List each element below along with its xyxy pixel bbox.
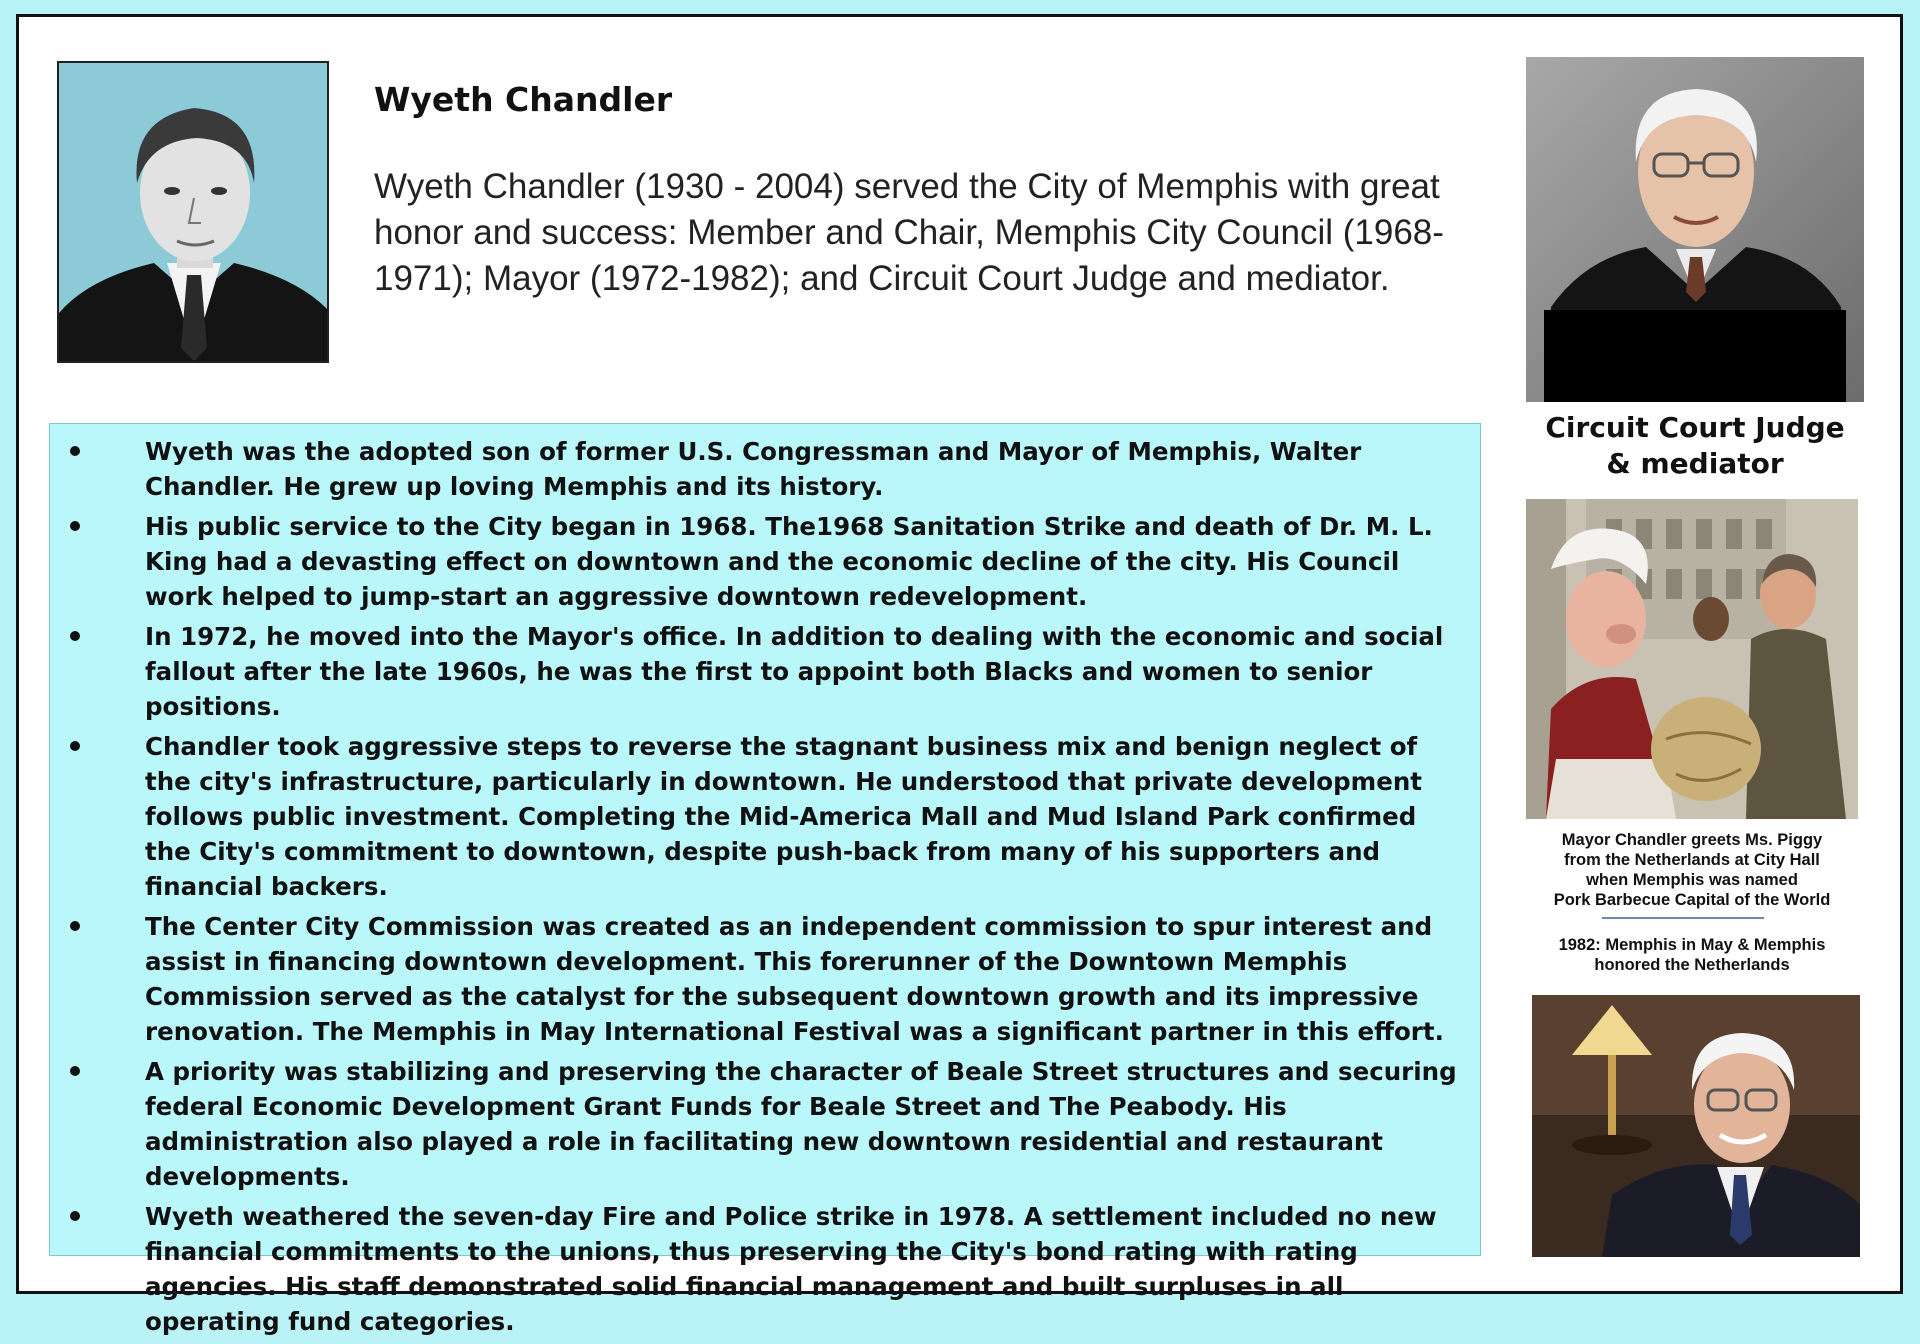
ms-piggy-caption	[1512, 830, 1872, 910]
bullet-icon	[70, 521, 80, 531]
list-item	[50, 1054, 1480, 1194]
ms-piggy-photo	[1526, 499, 1858, 819]
bullet-list	[50, 434, 1480, 1344]
portrait-photo	[57, 61, 329, 363]
caption-line: honored the Netherlands	[1594, 956, 1790, 974]
caption-divider	[1602, 917, 1764, 919]
bullet-panel	[49, 423, 1481, 1336]
caption-line: Mayor Chandler greets Ms. Piggy	[1561, 831, 1823, 849]
bullet-text: Chandler took aggressive steps to reverse the stagnant business mix and benign neglect of the city's infrastructure, particularly in downtown. He understood that private development follows public investment. Completing the Mid-America Mall and Mud Island Park confirmed the City's commitment to downtown, despite push-back from many of his supporters and financial backers.	[145, 732, 1422, 901]
bullet-text: His public service to the City began in 1968. The1968 Sanitation Strike and death of Dr. M. L. King had a devasting effect on downtown and the economic decline of the city. His Council work helped to jump-start an aggressive downtown redevelopment.	[145, 512, 1433, 611]
bullet-text: Wyeth was the adopted son of former U.S. Congressman and Mayor of Memphis, Walter Chandler. He grew up loving Memphis and its history.	[145, 437, 1362, 501]
bullet-text: In 1972, he moved into the Mayor's office. In addition to dealing with the economic and social fallout after the late 1960s, he was the first to appoint both Blacks and women to senior positions.	[145, 622, 1444, 721]
caption-line: Pork Barbecue Capital of the World	[1553, 891, 1831, 909]
list-item	[50, 1199, 1480, 1339]
judge-photo	[1526, 57, 1864, 402]
bullet-icon	[70, 1211, 80, 1221]
list-item	[50, 509, 1480, 614]
bullet-text: Wyeth weathered the seven-day Fire and Police strike in 1978. A settlement included no new financial commitments to the unions, thus preserving the City's bond rating with rating agencies. His staff demonstrated solid financial management and built surpluses in all operating fund categories.	[145, 1202, 1437, 1336]
bullet-icon	[70, 631, 80, 641]
bullet-icon	[70, 446, 80, 456]
caption-line: when Memphis was named	[1586, 871, 1798, 889]
bullet-text: The Center City Commission was created as an independent commission to spur interest and assist in financing downtown development. This forerunner of the Downtown Memphis Commission served as the catalyst for the subsequent downtown growth and its impressive renovation. The Memphis in May International Festival was a significant partner in this effort.	[145, 912, 1444, 1046]
caption-line: 1982: Memphis in May & Memphis	[1558, 936, 1826, 954]
event-caption	[1512, 935, 1872, 975]
page-title: Wyeth Chandler	[374, 80, 673, 119]
judge-caption-line: Circuit Court Judge	[1545, 411, 1845, 444]
summary-paragraph: Wyeth Chandler (1930 - 2004) served the City of Memphis with great honor and success: Member and Chair, Memphis City Council (1968-1971); Mayor (1972-1982); and Circuit Court Judge and mediator.	[374, 167, 1444, 298]
judge-caption	[1515, 410, 1875, 482]
list-item	[50, 619, 1480, 724]
list-item	[50, 909, 1480, 1049]
bullet-text: A priority was stabilizing and preserving the character of Beale Street structures and securing federal Economic Development Grant Funds for Beale Street and The Peabody. His administration also played a role in facilitating new downtown residential and restaurant developments.	[145, 1057, 1457, 1191]
later-years-photo	[1532, 995, 1860, 1257]
bullet-icon	[70, 741, 80, 751]
judge-caption-line: & mediator	[1606, 447, 1784, 480]
bullet-icon	[70, 921, 80, 931]
caption-line: from the Netherlands at City Hall	[1564, 851, 1820, 869]
list-item	[50, 729, 1480, 904]
list-item	[50, 434, 1480, 504]
bullet-icon	[70, 1066, 80, 1076]
